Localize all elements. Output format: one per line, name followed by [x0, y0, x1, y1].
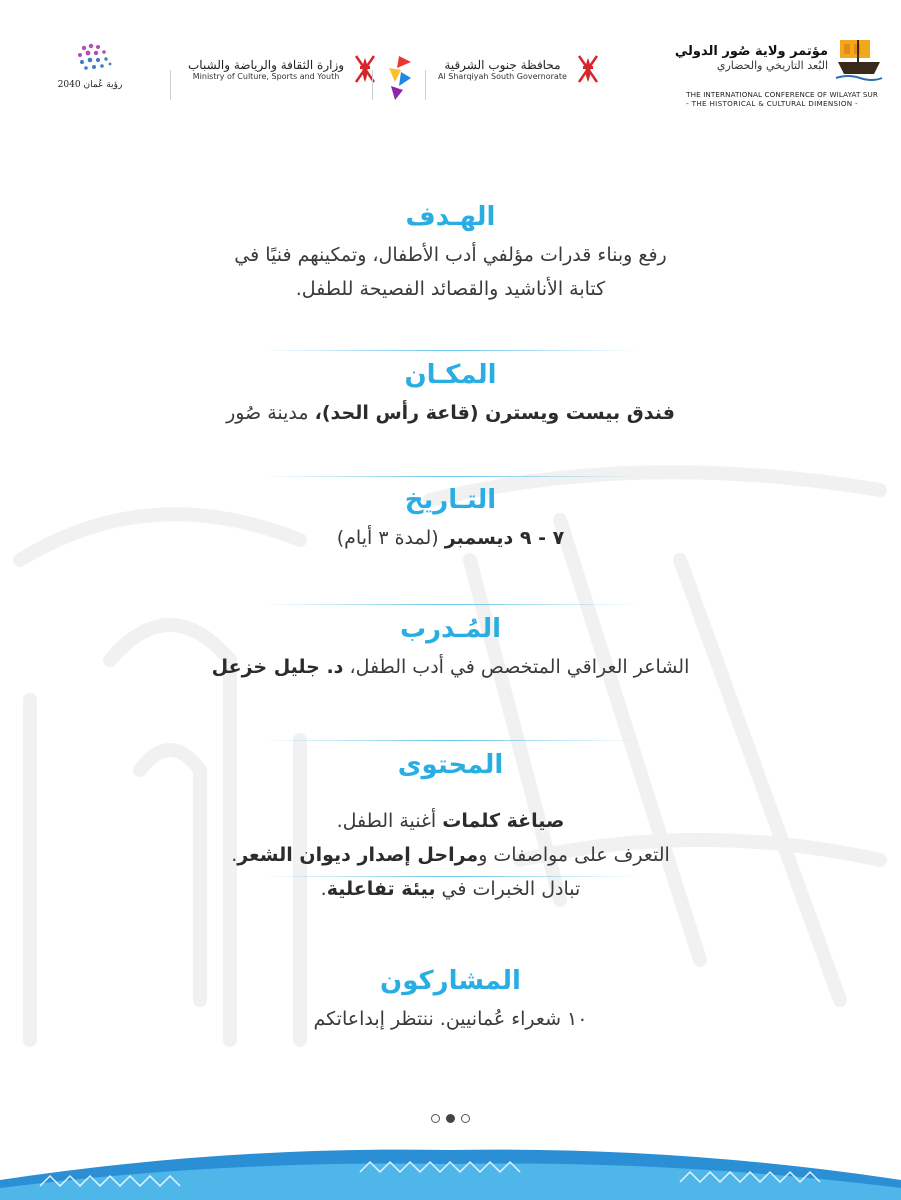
ministry-logo — [188, 52, 388, 86]
section-divider — [260, 740, 640, 741]
text-segment: تبادل الخبرات في — [435, 878, 581, 900]
pagination-dot[interactable] — [461, 1114, 470, 1123]
section-divider — [260, 476, 640, 477]
section-line — [0, 396, 901, 430]
emphasized-text: صياغة كلمات — [442, 810, 565, 832]
conference-title-en: THE INTERNATIONAL CONFERENCE OF WILAYAT SUR — [686, 90, 878, 99]
pagination-dot[interactable] — [446, 1114, 455, 1123]
section-line — [0, 1002, 901, 1036]
section-divider — [260, 876, 640, 877]
emphasized-text: بيئة تفاعلية — [326, 878, 436, 900]
header-separator — [372, 70, 373, 100]
conference-title-ar: مؤتمر ولاية صُور الدولي — [674, 44, 828, 59]
text-segment: رفع وبناء قدرات مؤلفي أدب الأطفال، وتمكينهم فنيًا في — [234, 244, 667, 266]
pagination-dot[interactable] — [431, 1114, 440, 1123]
section-title: المُـدرب — [399, 614, 502, 644]
text-segment: التعرف على مواصفات و — [478, 844, 670, 866]
text-segment: ١٠ شعراء عُمانيين. ننتظر إبداعاتكم — [313, 1008, 588, 1030]
section-4 — [0, 748, 901, 906]
header-separator — [170, 70, 171, 100]
emphasized-text: د. جليل خزعل — [211, 656, 344, 678]
text-segment: . — [231, 844, 238, 866]
conference-logo — [664, 38, 884, 118]
section-3 — [0, 612, 901, 684]
conference-subtitle-en: - THE HISTORICAL & CULTURAL DIMENSION - — [686, 99, 858, 108]
footer-decorative-band — [0, 1136, 901, 1200]
section-title: الهـدف — [405, 202, 496, 232]
emphasized-text: فندق بيست ويسترن (قاعة رأس الحد)، — [314, 402, 675, 424]
header — [0, 30, 901, 120]
vision-label: رؤية عُمان — [83, 80, 123, 90]
colorful-brand-mark-icon — [385, 54, 415, 102]
section-title: المكـان — [404, 360, 497, 390]
text-segment: (لمدة ٣ أيام) — [336, 527, 445, 549]
vision-2040-logo — [40, 40, 140, 90]
governorate-name-en: Al Sharqiyah South Governorate — [438, 71, 567, 81]
header-separator — [425, 70, 426, 100]
section-line — [0, 238, 901, 272]
section-title: المشاركون — [380, 966, 521, 996]
emphasized-text: مراحل إصدار ديوان الشعر — [237, 844, 479, 866]
section-divider — [260, 604, 640, 605]
section-0 — [0, 200, 901, 306]
emphasized-text: ٧ - ٩ ديسمبر — [444, 527, 565, 549]
section-2 — [0, 483, 901, 555]
section-line — [0, 272, 901, 306]
conference-subtitle-ar: البُعد التاريخي والحضاري — [716, 59, 828, 72]
section-1 — [0, 358, 901, 430]
oman-khanjar-emblem-icon — [352, 52, 378, 86]
ministry-name-ar: وزارة الثقافة والرياضة والشباب — [188, 57, 345, 72]
section-divider — [260, 350, 640, 351]
governorate-logo — [438, 52, 598, 86]
carousel-pagination — [0, 1114, 901, 1123]
section-line — [0, 521, 901, 555]
section-line — [0, 650, 901, 684]
dhow-ship-icon — [834, 38, 884, 82]
section-line — [0, 804, 901, 838]
section-line — [0, 838, 901, 872]
text-segment: . — [320, 878, 327, 900]
oman-khanjar-emblem-icon — [575, 52, 601, 86]
text-segment: أغنية الطفل. — [336, 810, 443, 832]
section-5 — [0, 964, 901, 1036]
text-segment: الشاعر العراقي المتخصص في أدب الطفل، — [343, 656, 690, 678]
section-title: المحتوى — [397, 750, 504, 780]
ministry-name-en: Ministry of Culture, Sports and Youth — [192, 71, 340, 81]
section-title: التـاريخ — [404, 485, 497, 515]
vision-year: 2040 — [57, 80, 81, 90]
text-segment: مدينة صُور — [226, 402, 315, 424]
governorate-name-ar: محافظة جنوب الشرقية — [444, 57, 561, 72]
text-segment: كتابة الأناشيد والقصائد الفصيحة للطفل. — [295, 278, 606, 300]
section-line — [0, 872, 901, 906]
vision-2040-dots-icon — [50, 40, 130, 80]
